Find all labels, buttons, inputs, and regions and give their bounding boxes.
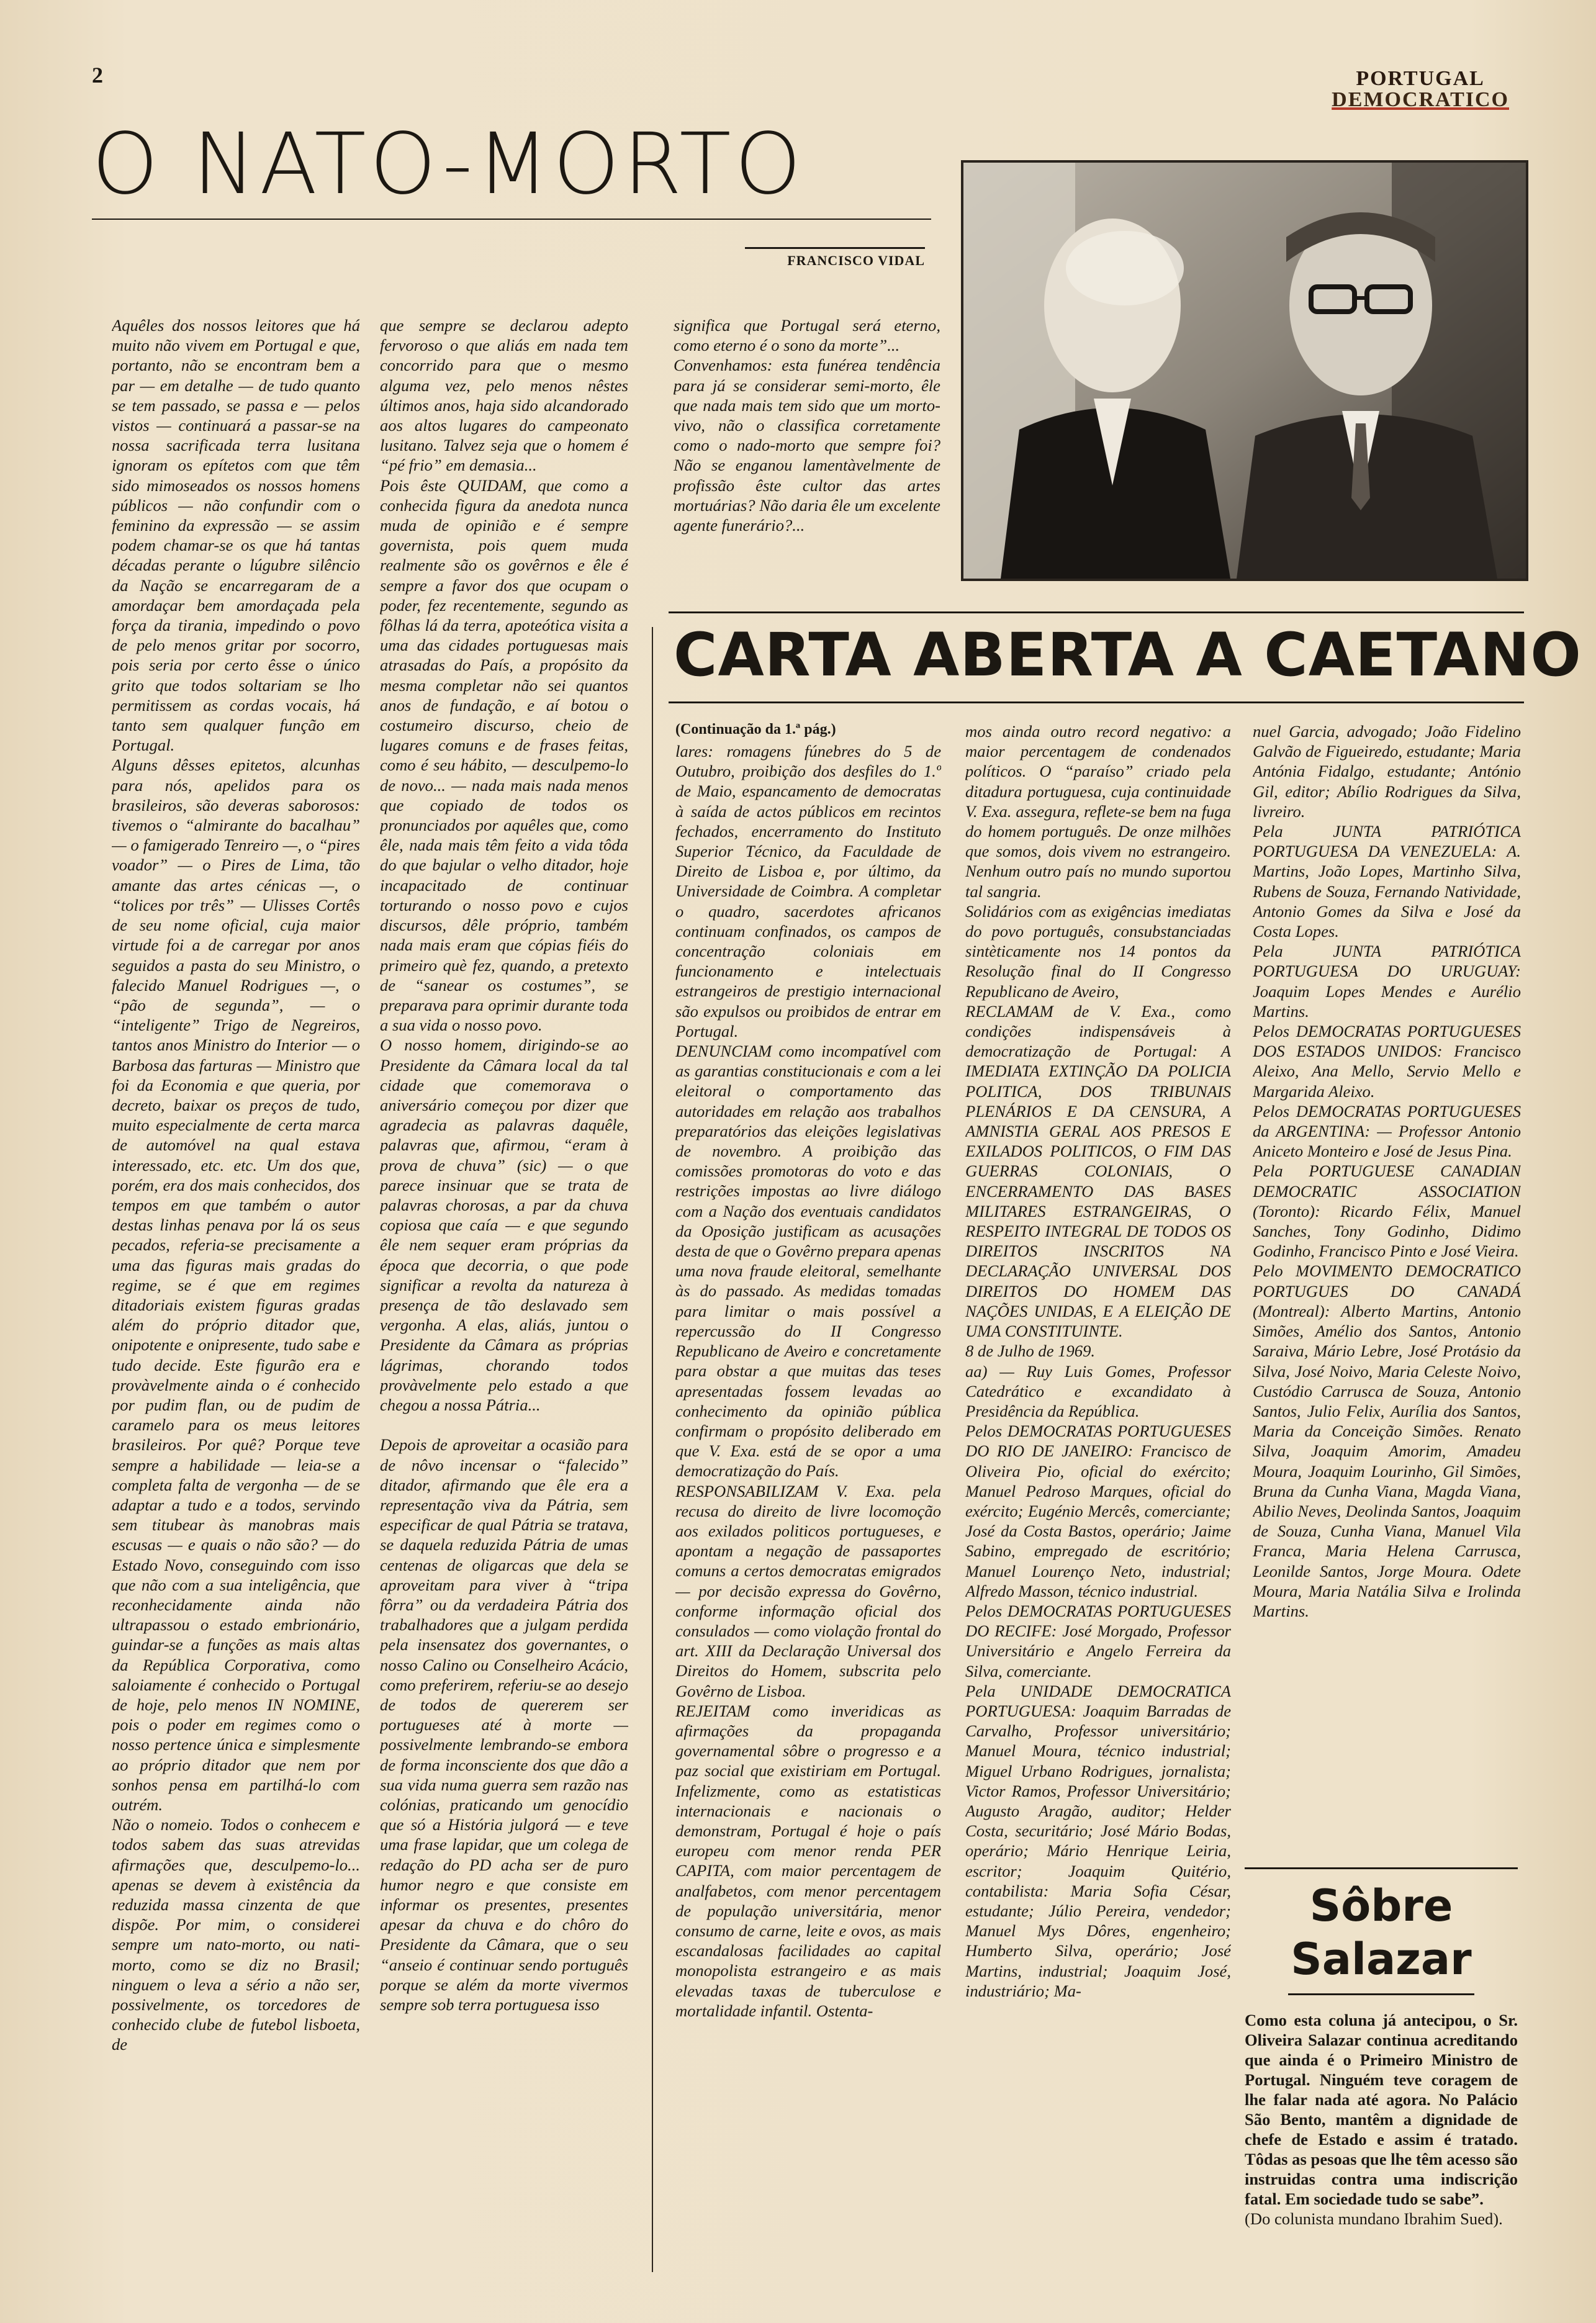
masthead	[1332, 68, 1509, 111]
article2-column-3: nuel Garcia, advogado; João Fidelino Galvão de Figueiredo, estudante; Maria Antónia Fidalgo, estudante; António Gil, editor; Abílio Rodrigues da Silva, livreiro. Pela JUNTA PATRIÓTICA PORTUGUESA DA VENEZUELA: A. Martins, João Lopes, Martinho Silva, Rubens de Souza, Fernando Natividade, Antonio Gomes da Silva e José da Costa Lopes. Pela JUNTA PATRIÓTICA PORTUGUESA DO URUGUAY: Joaquim Lopes Mendes e Aurélio Martins. Pelos DEMOCRATAS PORTUGUESES DOS ESTADOS UNIDOS: Francisco Aleixo, Ana Mello, Servio Mello e Margarida Aleixo. Pelos DEMOCRATAS PORTUGUESES da ARGENTINA: — Professor Antonio Aniceto Monteiro e José de Jesus Pina. Pela PORTUGUESE CANADIAN DEMOCRATIC ASSOCIATION (Toronto): Ricardo Félix, Manuel Sanches, Tony Godinho, Didimo Godinho, Francisco Pinto e José Vieira. Pelo MOVIMENTO DEMOCRATICO PORTUGUES DO CANADÁ (Montreal): Alberto Martins, Antonio Simões, Amélio dos Santos, Antonio Saraiva, Mário Lebre, José Protásio da Silva, José Noivo, Maria Celeste Noivo, Custódio Carrusca de Souza, Antonio Santos, Julio Felix, Aurília dos Santos, Maria da Conceição Simões. Renato Silva, Joaquim Amorim, Amadeu Moura, Joaquim Lourinho, Gil Simões, Bruna da Cunha Viana, Magda Viana, Abilio Neves, Deolinda Santos, Joaquim de Souza, Cunha Viana, Manuel Vila Franca, Maria Helena Carrusca, Leonilde Santos, Jorge Moura. Odete Moura, Maria Natália Silva e Irolinda Martins.	[1253, 722, 1521, 1620]
photo-two-men	[961, 160, 1528, 581]
headline-rule	[669, 701, 1524, 703]
article-title: O NATO-MORTO	[92, 115, 805, 214]
masthead-line1: PORTUGAL	[1356, 67, 1485, 90]
box-title: Sôbre Salazar	[1288, 1869, 1474, 1995]
sobre-salazar-box	[1245, 1867, 1518, 2228]
section-rule	[669, 611, 1524, 613]
carta-headline: CARTA ABERTA A CAETANO	[674, 620, 1582, 690]
byline: FRANCISCO VIDAL	[745, 247, 925, 269]
title-rule	[92, 219, 931, 220]
box-text: Como esta coluna já antecipou, o Sr. Oliveira Salazar continua acreditando que ainda é o Primeiro Ministro de Portugal. Ninguém teve coragem de lhe falar nada até agora. No Palácio São Bento, mantêm a dignidade de chefe de Estado e assim é tratado. Tôdas as pesoas que lhe têm acesso são instruidas contra uma indiscrição fatal. Em sociedade tudo se sabe”.	[1245, 2011, 1518, 2208]
continuation-note: (Continuação da 1.ª pág.)	[675, 721, 836, 737]
box-signature: (Do colunista mundano Ibrahim Sued).	[1245, 2209, 1503, 2228]
article1-column-2: que sempre se declarou adepto fervoroso o que aliás em nada tem concorrido para que o mesmo alguma vez, pelo menos nêstes últimos anos, haja sido alcandorado aos altos lugares do campeonato lusitano. Talvez seja que o homem é “pé frio” em demasia... Pois êste QUIDAM, que como a conhecida figura da anedota nunca muda de opinião e é sempre governista, pois quem muda realmente são os govêrnos e êle é sempre a favor dos que ocupam o poder, fez recentemente, segundo as fôlhas lá da terra, apoteótica visita a uma das cidades portuguesas mais atrasadas do País, a propósito da mesma completar não sei quantos anos de fundação, e aí botou o costumeiro discurso, cheio de lugares comuns e de frases feitas, como é seu hábito, — desculpemo-lo de novo... — nada mais nada menos que copiado de todos os pronunciados por aquêles que, como êle, nada mais têm feito a vida tôda do que bajular o velho ditador, hoje incapacitado de continuar torturando o nosso povo e cujos discursos, dêle próprio, também nada mais eram que cópias fiéis do primeiro què fez, quando, a pretexto de “sanear os costumes”, se preparava para oprimir durante toda a sua vida o nosso povo. O nosso homem, dirigindo-se ao Presidente da Câmara local da tal cidade que comemorava o aniversário começou por dizer que agradecia as palavras daquêle, palavras que, afirmou, “eram à prova de chuva” (sic) — o que parece insinuar que se trata de palavras chorosas, a par da chuva copiosa que caía — e que segundo êle nem sequer eram próprias da época que decorria, o que pode significar a revolta da natureza à presença de tão deslavado sem vergonha. A elas, aliás, juntou o Presidente da Câmara as próprias lágrimas, chorando todos provàvelmente pelo estado a que chegou a nossa Pátria... Depois de aproveitar a ocasião para de nôvo incensar o “falecido” ditador, afirmando que êle era a representação viva da Pátria, sem especificar de qual Pátria se tratava, se daquela reduzida Pátria de umas centenas de oligarcas que dela se aproveitam para viver à “tripa fôrra” ou da verdadeira Pátria dos trabalhadores que a julgam perdida pela insensatez dos governantes, o nosso Calino ou Conselheiro Acácio, como preferirem, referiu-se ao desejo de todos de quererem ser portugueses até à morte — possivelmente lembrando-se embora de forma inconsciente dos que dão a sua vida numa guerra sem razão nas colónias, praticando um genocídio que só a História julgorá — e teve uma frase lapidar, que um colega de redação do PD acha ser de puro humor negro e que consiste em informar os presentes, presentes apesar da chuva e do chôro do Presidente da Câmara, que o seu “anseio é continuar sendo português porque se além da morte vivermos sempre sob terra portuguesa isso	[380, 316, 628, 2014]
page-number: 2	[92, 63, 103, 88]
article1-column-1: Aquêles dos nossos leitores que há muito não vivem em Portugal e que, portanto, não se encontram bem a par — em detalhe — de tudo quanto se tem passado, se passa e — pelos vistos — continuará a passar-se na nossa sacrificada terra lusitana ignoram os epítetos com que têm sido mimoseados os nossos homens públicos — não confundir com o feminino da expressão — se assim podem chamar-se os que há tantas décadas perante o lúgubre silêncio da Nação se encarregaram de a amordaçar bem amordaçada pela força da tirania, impedindo o povo de pelo menos gritar por socorro, pois seria por certo êsse o único grito que todos soltariam se lho permitissem as cordas vocais, há tanto sem qualquer função em Portugal. Alguns dêsses epitetos, alcunhas para nós, apelidos para os brasileiros, são deveras saborosos: tivemos o “almirante do bacalhau” — o famigerado Tenreiro —, o “pires voador” — o Pires de Lima, tão amante das artes cénicas —, o “tolices por três” — Ulisses Cortês de seu nome oficial, cuja maior virtude foi a de carregar por anos seguidos a pasta do seu Ministro, o falecido Manuel Rodrigues —, o “pão de segunda”, — o “inteligente” Trigo de Negreiros, tantos anos Ministro do Interior — o Barbosa das farturas — Ministro que foi da Economia e que queria, por decreto, baixar os preços de tudo, muito especialmente de certa marca de automóvel na qual estava interessado, etc. etc. Um dos que, porém, era dos mais conhecidos, dos tempos em que também o autor destas linhas penava por lá os seus pecados, referia-se precisamente a uma das figuras mais gradas do regime, se é que em regimes ditadoriais existem figuras gradas além do próprio ditador que, onipotente e onipresente, tudo sabe e tudo decide. Este figurão era e provàvelmente ainda o é conhecido por pudim flan, ou de pudim de caramelo para os meus leitores brasileiros. Por quê? Porque teve sempre a habilidade — leia-se a completa falta de vergonha — de se adaptar a tudo e a todos, servindo sem titubear às manobras mais escusas — e quais o não são? — do Estado Novo, conseguindo com isso que não com a sua inteligência, que reconhecidamente ainda não ultrapassou o estado embrionário, guindar-se a funções as mais altas da República Corporativa, como saloiamente é conhecido o Portugal de hoje, pelo menos IN NOMINE, pois o poder em regimes como o nosso pertence única e simplesmente ao próprio ditador que nem por sonhos pensa em partilhá-lo com outrém. Não o nomeio. Todos o conhecem e todos sabem das suas atrevidas afirmações que, desculpemo-lo... apenas se devem à existência da reduzida massa cinzenta de que dispõe. Por mim, o considerei sempre um nato-morto, ou nati-morto, como se diz no Brasil; ninguem o leva a sério a não ser, possivelmente, os torcedores de conhecido clube de futebol lisboeta, de	[112, 316, 360, 2054]
article2-column-2: mos ainda outro record negativo: a maior percentagem de condenados políticos. O “paraíso” criado pela ditadura portuguesa, cuja continuidade V. Exa. assegura, reflete-se bem na fuga do homem português. De onze milhões que somos, dois vivem no estrangeiro. Nenhum outro país no mundo suportou tal sangria. Solidários com as exigências imediatas do povo português, consubstanciadas sintèticamente nos 14 pontos da Resolução final do II Congresso Republicano de Aveiro, RECLAMAM de V. Exa., como condições indispensáveis à democratização de Portugal: A IMEDIATA EXTINÇÃO DA POLICIA POLITICA, DOS TRIBUNAIS PLENÁRIOS E DA CENSURA, A AMNISTIA GERAL AOS PRESOS E EXILADOS POLITICOS, O FIM DAS GUERRAS COLONIAIS, O ENCERRAMENTO DAS BASES MILITARES ESTRANGEIRAS, O RESPEITO INTEGRAL DE TODOS OS DIREITOS INSCRITOS NA DECLARAÇÃO UNIVERSAL DOS DIREITOS DO HOMEM DAS NAÇÕES UNIDAS, E A ELEIÇÃO DE UMA CONSTITUINTE. 8 de Julho de 1969. aa) — Ruy Luis Gomes, Professor Catedrático e excandidato à Presidência da República. Pelos DEMOCRATAS PORTUGUESES DO RIO DE JANEIRO: Francisco de Oliveira Pio, oficial do exército; Manuel Pedroso Marques, oficial do exército; Eugénio Mercês, comerciante; José da Costa Bastos, operário; Jaime Sabino, empregado de escritório; Manuel Lourenço Neto, industrial; Alfredo Masson, técnico industrial. Pelos DEMOCRATAS PORTUGUESES DO RECIFE: José Morgado, Professor Universitário e Angelo Ferreira da Silva, comerciante. Pela UNIDADE DEMOCRATICA PORTUGUESA: Joaquim Barradas de Carvalho, Professor universitário; Manuel Moura, técnico industrial; Miguel Urbano Rodrigues, jornalista; Victor Ramos, Professor Universitário; Augusto Aragão, auditor; Helder Costa, securitário; José Mário Bodas, operário; Mário Henrique Leiria, escritor; Joaquim Quitério, contabilista: Maria Sofia César, estudante; Júlio Pereira, vendedor; Manuel Mys Dôres, engenheiro; Humberto Silva, operário; José Martins, industrial; Joaquim José, industriário; Ma-	[965, 722, 1231, 2000]
article2-column-1: lares: romagens fúnebres do 5 de Outubro, proibição dos desfiles do 1.º de Maio, espancamento de democratas à saída de actos públicos em recintos fechados, encerramento do Instituto Superior Técnico, da Faculdade de Direito de Lisboa e, por último, da Universidade de Coimbra. A completar o quadro, sacerdotes africanos continuam confinados, os campos de concentração coloniais em funcionamento e intelectuais estrangeiros de prestigio internacional são expulsos ou proibidos de entrar em Portugal. DENUNCIAM como incompatível com as garantias constitucionais e com a lei eleitoral o comportamento das autoridades em relação aos trabalhos preparatórios das eleições legislativas de novembro. A proibição das comissões promotoras do voto e das restrições impostas ao livre diálogo com a Nação dos eventuais candidatos da Oposição justificam as acusações desta de que o Govêrno prepara apenas uma nova fraude eleitoral, semelhante às do passado. As medidas tomadas para limitar o mais possível a repercussão do II Congresso Republicano de Aveiro e concretamente para obstar a que muitas das teses apresentadas fossem levadas ao conhecimento da opinião pública confirmam o propósito deliberado em que V. Exa. está de se opor a uma democratização do País. RESPONSABILIZAM V. Exa. pela recusa do direito de livre locomoção aos exilados politicos portugueses, e apontam a negação de passaportes comuns a certos democratas emigrados — por decisão expressa do Govêrno, conforme informação oficial dos consulados — como violação frontal do art. XIII da Declaração Universal dos Direitos do Homem, subscrita pelo Govêrno de Lisboa. REJEITAM como inveridicas as afirmações da propaganda governamental sôbre o progresso e a paz social que existiriam em Portugal. Infelizmente, como as estatisticas internacionais e nacionais o demonstram, Portugal é hoje o país europeu com menor renda PER CAPITA, com maior percentagem de analfabetos, com menor percentagem de população universitária, menor consumo de carne, leite e ovos, as mais escandalosas facilidades ao capital monopolista estrangeiro e as mais elevadas taxas de tuberculose e mortalidade infantil. Ostenta-	[675, 742, 941, 2020]
column-rule	[652, 627, 653, 2272]
masthead-line2: DEMOCRATICO	[1332, 88, 1509, 111]
article1-column-3: significa que Portugal será eterno, como eterno é o sono da morte”... Convenhamos: esta funérea tendência para já se considerar semi-morto, êle que nada mais tem sido que um morto-vivo, não o classifica corretamente como o nado-morto que sempre foi? Não se enganou lamentàvelmente de profissão êste cultor das artes mortuárias? Não daria êle um excelente agente funerário?...	[674, 316, 940, 535]
